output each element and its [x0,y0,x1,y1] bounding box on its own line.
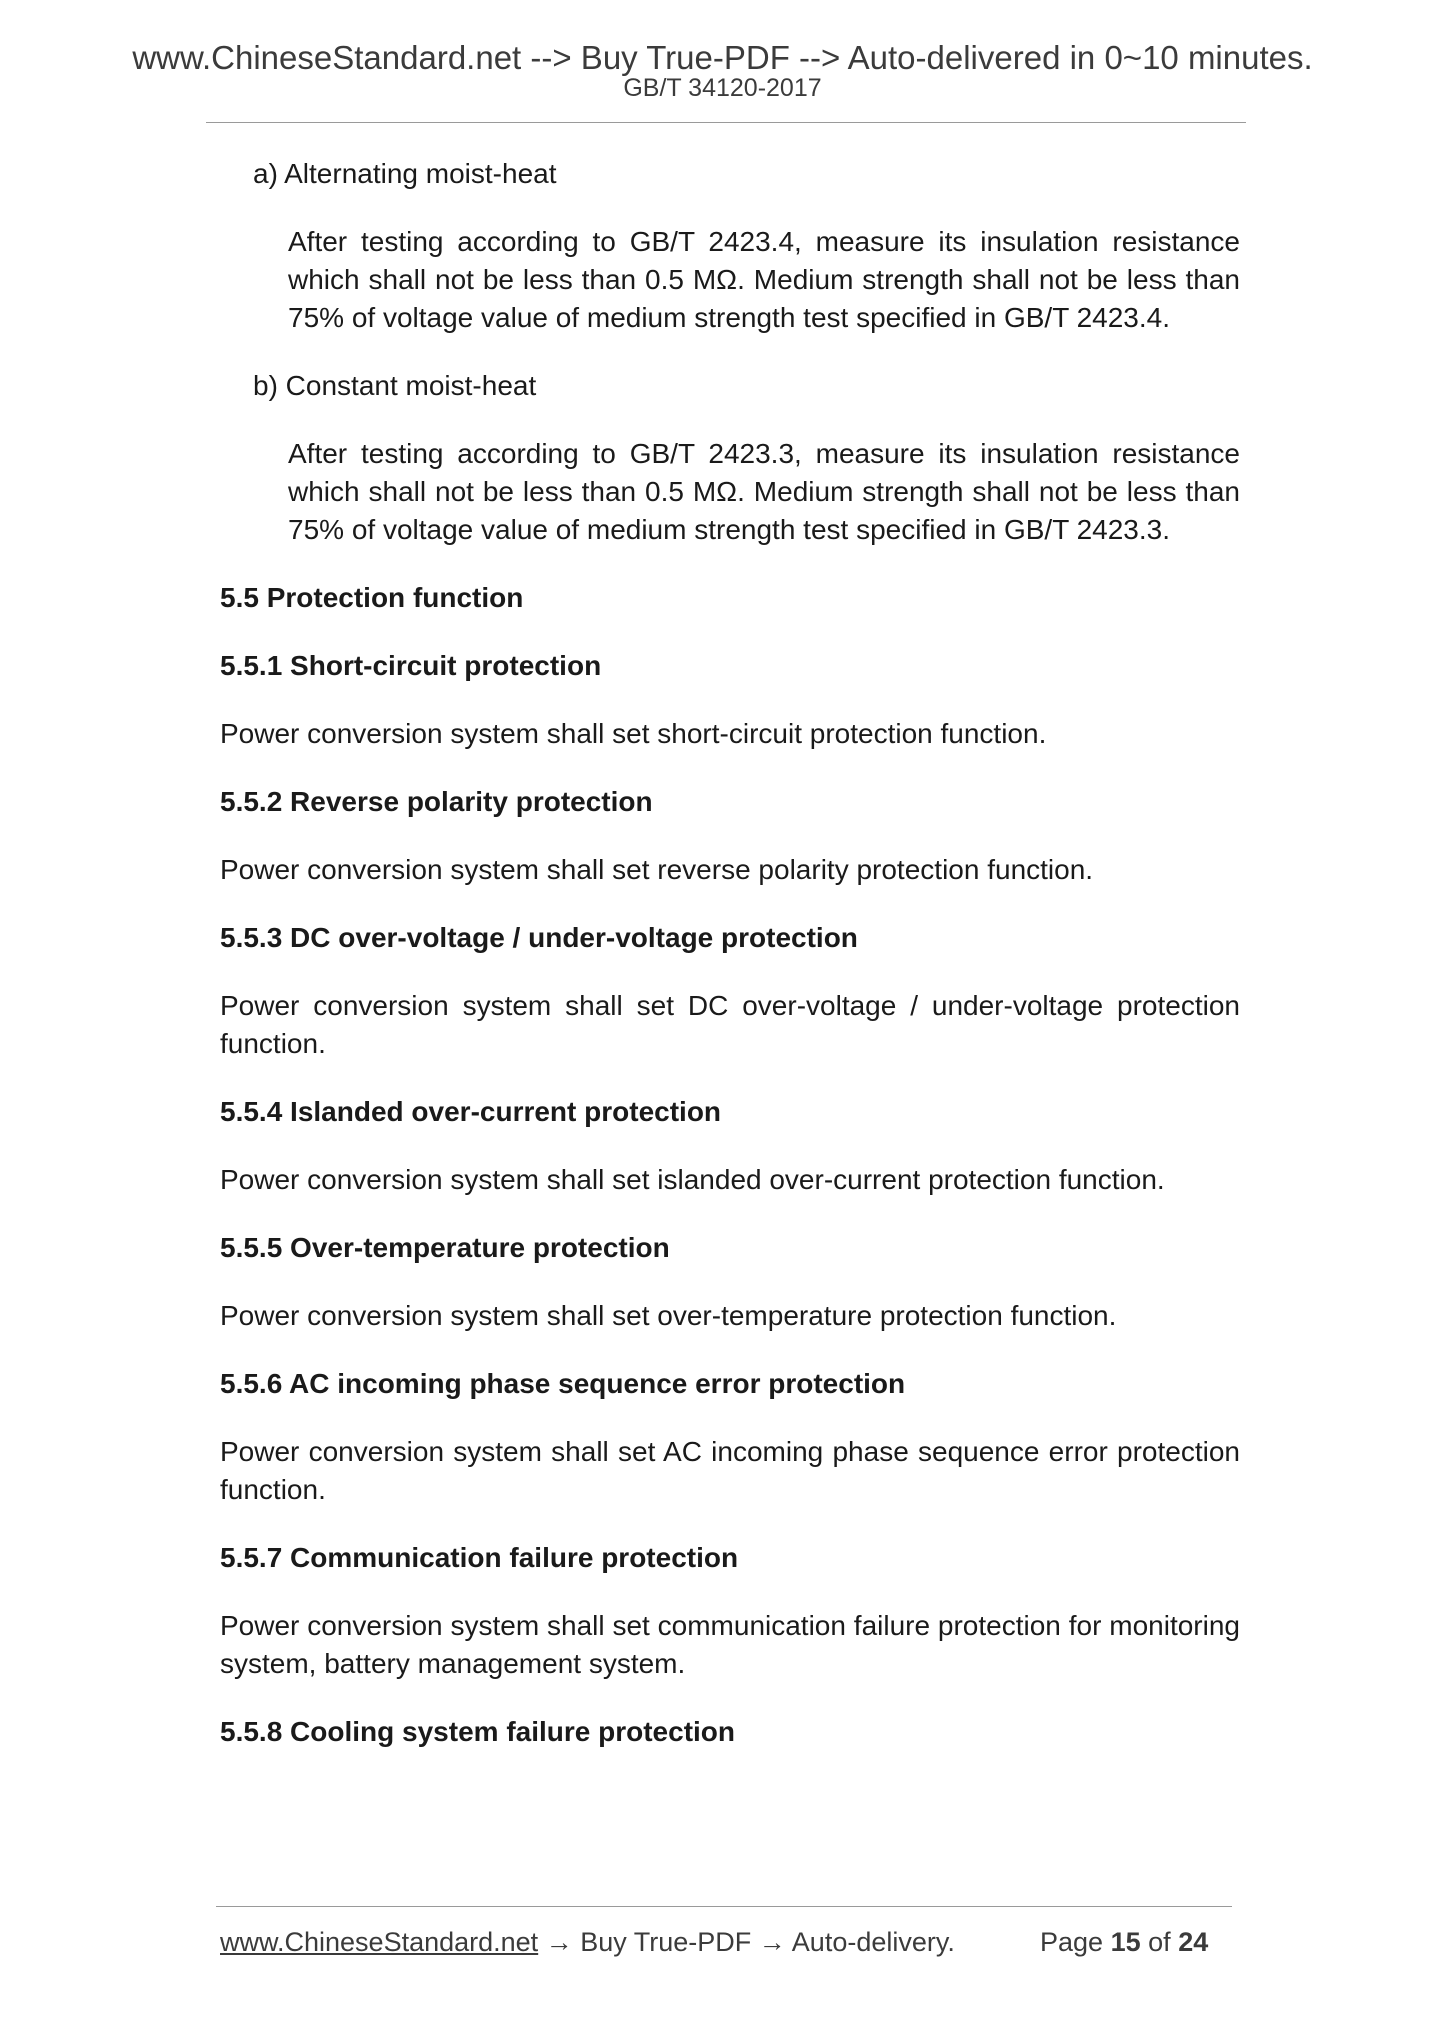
arrow-right-icon: → [758,1927,786,1957]
footer-buy-text: Buy True-PDF [580,1927,752,1957]
total-pages: 24 [1178,1927,1209,1957]
subsection-text: Power conversion system shall set reverse polarity protection function. [220,854,1094,885]
footer-links [220,1925,955,1959]
page-number: 15 [1110,1927,1141,1957]
page-indicator [1040,1925,1208,1959]
item-a-text: After testing according to GB/T 2423.4, measure its insulation resistance which shall not be less than 0.5 MΩ. Medium strength shall not be less than 75% of voltage value of medium strength test specified in GB/T 2423.4. [288,226,1240,333]
standard-code: GB/T 34120-2017 [623,74,822,102]
subsection-text: Power conversion system shall set communication failure protection for monitoring system, battery management system. [220,1610,1240,1679]
header-divider [206,122,1246,123]
arrow-right-icon: → [545,1927,573,1957]
footer-divider [216,1906,1232,1907]
subsection-text: Power conversion system shall set over-temperature protection function. [220,1300,1117,1331]
footer-auto-text: Auto-delivery. [791,1927,955,1957]
subsection-heading: 5.5.4 Islanded over-current protection [220,1096,722,1127]
item-b-text: After testing according to GB/T 2423.3, measure its insulation resistance which shall not be less than 0.5 MΩ. Medium strength shall not be less than 75% of voltage value of medium strength test specified in GB/T 2423.3. [288,438,1240,545]
subsection-text: Power conversion system shall set DC over-voltage / under-voltage protection function. [220,990,1240,1059]
page-label: Page [1040,1927,1104,1957]
subsection-text: Power conversion system shall set AC incoming phase sequence error protection function. [220,1436,1240,1505]
subsection-heading: 5.5.3 DC over-voltage / under-voltage protection [220,922,858,953]
footer-site-link[interactable]: www.ChineseStandard.net [220,1927,539,1957]
subsection-heading: 5.5.7 Communication failure protection [220,1542,739,1573]
section-heading: 5.5 Protection function [220,582,524,613]
subsection-heading: 5.5.5 Over-temperature protection [220,1232,670,1263]
item-a-label: a) Alternating moist-heat [253,158,557,189]
subsection-heading: 5.5.8 Cooling system failure protection [220,1716,736,1747]
subsection-heading: 5.5.6 AC incoming phase sequence error protection [220,1368,906,1399]
subsection-heading: 5.5.1 Short-circuit protection [220,650,602,681]
subsection-heading: 5.5.2 Reverse polarity protection [220,786,653,817]
page-content [220,155,1240,1751]
of-label: of [1148,1927,1171,1957]
subsection-text: Power conversion system shall set short-circuit protection function. [220,718,1047,749]
item-b-label: b) Constant moist-heat [253,370,537,401]
site-banner: www.ChineseStandard.net --> Buy True-PDF --> Auto-delivered in 0~10 minutes. [132,39,1313,76]
subsection-text: Power conversion system shall set islanded over-current protection function. [220,1164,1165,1195]
